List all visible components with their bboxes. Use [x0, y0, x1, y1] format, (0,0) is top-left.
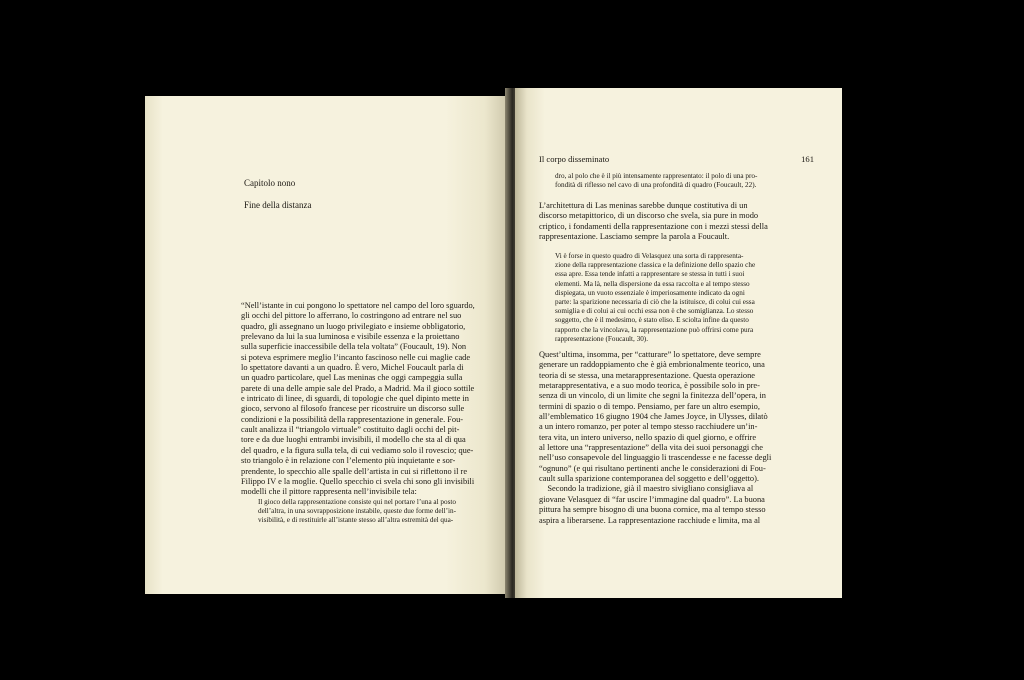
left-page [145, 96, 511, 594]
open-book [145, 88, 842, 598]
page-number: 161 [801, 154, 814, 164]
left-body-text: “Nell’istante in cui pongono lo spettatore nel campo del loro sguardo, gli occhi del pittore lo afferrano, lo costringono ad entrare nel suo quadro, gli assegnano un luogo privilegiato e insieme obbligatorio, prelevano da lui la sua luminosa e visibile essenza e la proiettano sulla superficie inaccessibile della tela voltata” (Foucault, 19). Non si poteva esprimere meglio l’incanto fascinoso nelle cui maglie cade lo spettatore davanti a un quadro. È vero, Michel Foucault parla di un quadro particolare, quel Las meninas che oggi campeggia sulla parete di una delle ampie sale del Prado, a Madrid. Ma il gioco sottile e intricato di linee, di sguardi, di topologie che quel dipinto mette in gioco, servono al filosofo francese per ricostruire un discorso sulle condizioni e la possibilità della rappresentazione in generale. Fou- cault analizza il “triangolo virtuale” costituito dagli occhi del pit- tore e da due luoghi entrambi invisibili, il modello che sta al di qua del quadro, e la figura sulla tela, di cui vediamo solo il rovescio; que- sto triangolo è in relazione con l’elemento più inquietante e sor- prendente, lo specchio alle spalle dell’artista in cui si riflettono il re Filippo IV e la moglie. Quello specchio ci svela chi sono gli invisibili modelli che il pittore rappresenta nell’invisibile tela: [241, 301, 475, 497]
right-page [515, 88, 842, 598]
running-head: Il corpo disseminato [539, 154, 610, 164]
left-block-quote: Il gioco della rappresentazione consiste qui nel portare l’una al posto dell’altra, in una sovrapposizione instabile, queste due forme dell’in- visibilità, e di restituirle all’istante stesso all’altra estremità del qua- [258, 498, 456, 525]
right-body-text-2: Quest’ultima, insomma, per “catturare” lo spettatore, deve sempre generare un raddoppiamento che è già embrionalmente teorico, una teoria di se stessa, una metarappresentazione. Questa operazione metarappresentativa, e a suo modo teorica, è possibile solo in pre- senza di un vincolo, di un limite che segni la finitezza dell’opera, in termini di spazio o di tempo. Pensiamo, per fare un altro esempio, all’emblematico 16 giugno 1904 che James Joyce, in Ulysses, dilatò a un intero romanzo, per poter al tempo stesso racchiudere un’in- tera vita, un intero universo, nello spazio di quel giorno, e offrire al lettore una “rappresentazione” della vita dei suoi personaggi che nell’uso consapevole del linguaggio li trascendesse e ne facesse degli “ognuno” (e qui risultano pertinenti anche le considerazioni di Fou- cault sulla sparizione contemporanea del soggetto e dell’oggetto). Secondo la tradizione, già il maestro sivigliano consigliava al giovane Velasquez di “far uscire l’immagine dal quadro”. La buona pittura ha sempre bisogno di una buona cornice, ma al tempo stesso aspira a liberarsene. La rappresentazione racchiude e limita, ma al [539, 350, 772, 525]
chapter-label: Capitolo nono [244, 178, 296, 188]
right-block-quote: Vi è forse in questo quadro di Velasquez una sorta di rappresenta- zione della rappresentazione classica e la definizione dello spazio che essa apre. Essa tende infatti a rappresentare se stessa in tutti i suoi elementi. Ma là, nella dispersione da essa raccolta e al tempo stesso dispiegata, un vuoto essenziale è imperiosamente indicato da ogni parte: la sparizione necessaria di ciò che la istituisce, di colui cui essa somiglia e di colui ai cui occhi essa non è che somiglianza. Lo stesso soggetto, che è il medesimo, è stato eliso. E sciolta infine da questo rapporto che la vincolava, la rappresentazione può offrirsi come pura rappresentazione (Foucault, 30). [555, 252, 756, 343]
right-body-text-1: L’architettura di Las meninas sarebbe dunque costitutiva di un discorso metapittorico, di un discorso che svela, sia pure in modo criptico, i fondamenti della rappresentazione con i mezzi stessi della rappresentazione. Lasciamo sempre la parola a Foucault. [539, 201, 768, 241]
continued-block-quote: dro, al polo che è il più intensamente rappresentato: il polo di una pro- fondità di riflesso nel cavo di una profondità di quadro (Foucault, 22). [555, 172, 758, 190]
chapter-title: Fine della distanza [244, 200, 312, 210]
